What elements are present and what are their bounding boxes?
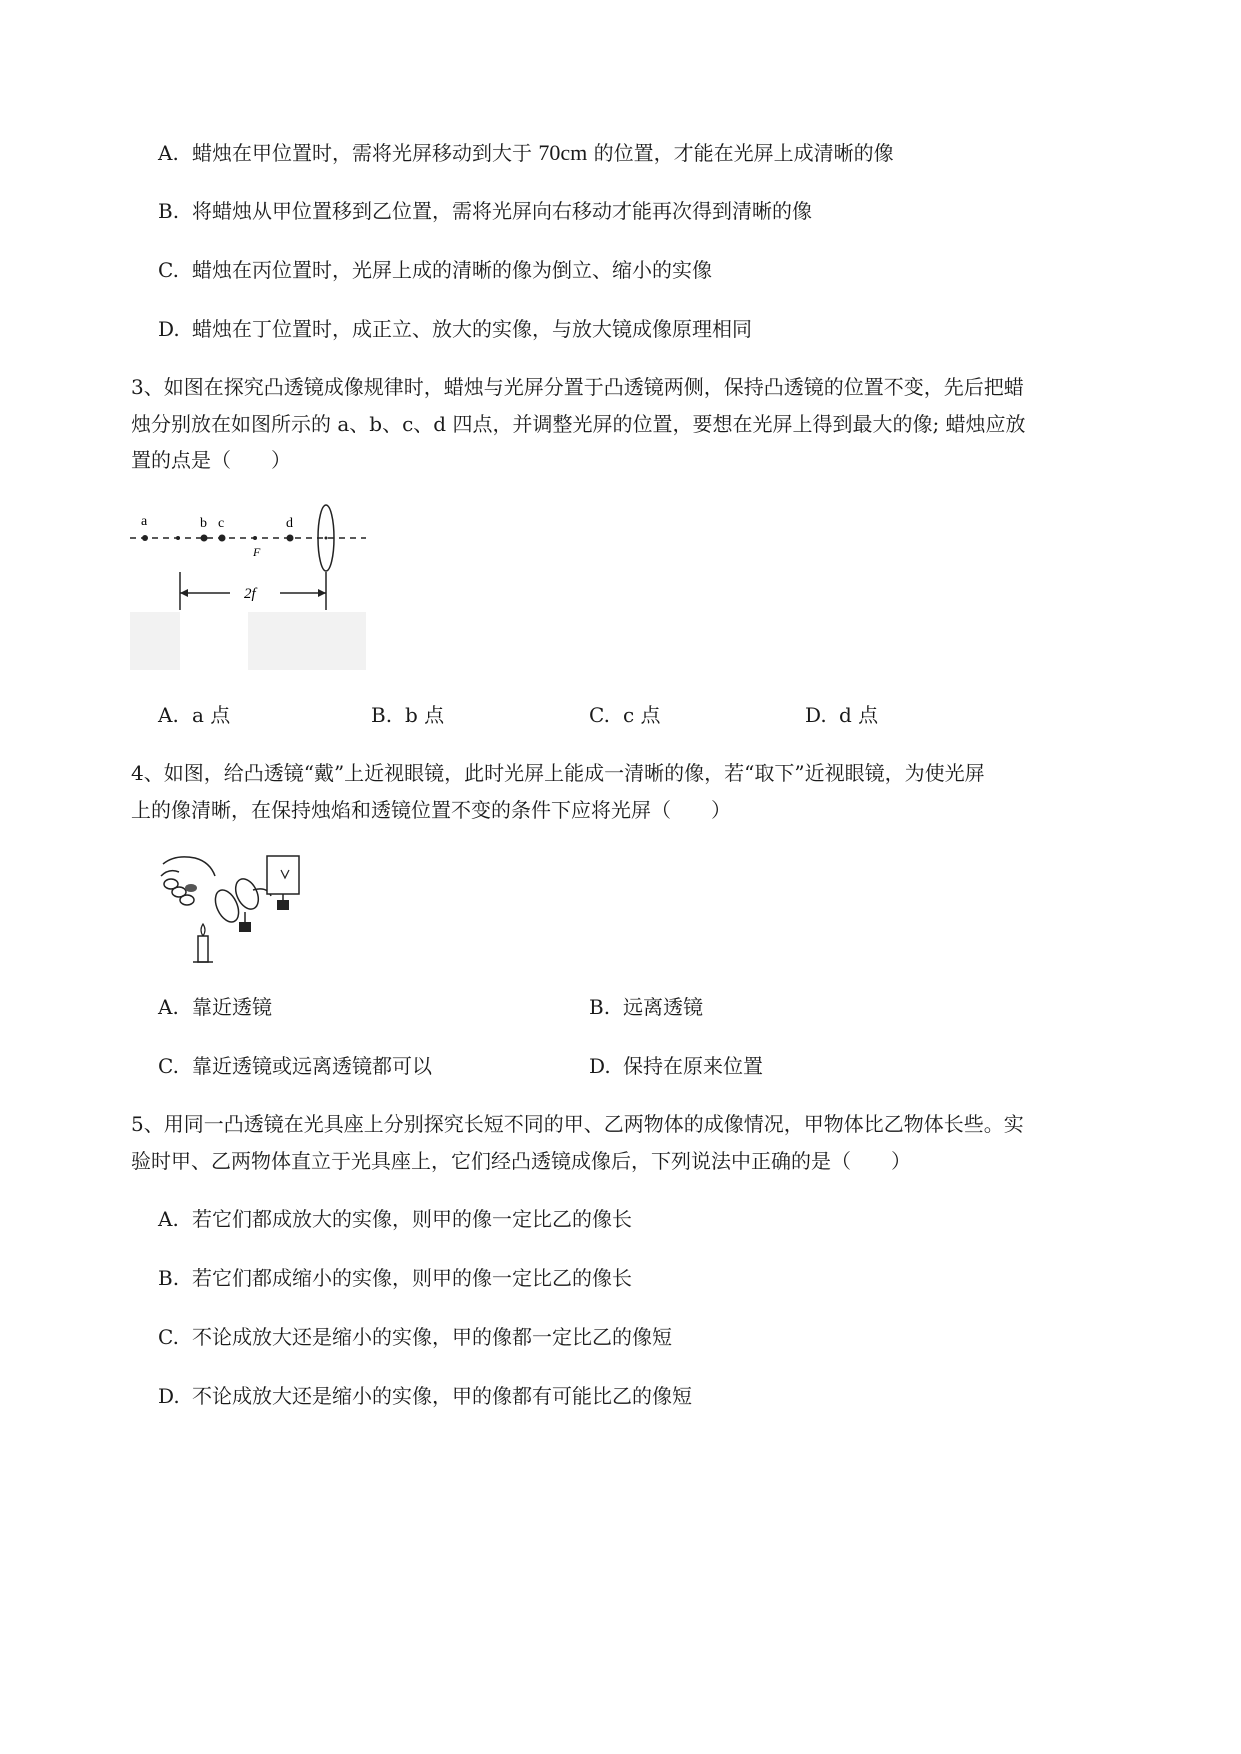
option-text: 靠近透镜 [192,995,272,1019]
option-label: D. [805,703,827,727]
label-f: F [253,545,261,559]
option-text: 的位置，才能在光屏上成清晰的像 [587,141,894,165]
figure-shade-gap [180,612,248,670]
option-label: C. [158,1325,179,1349]
option-text: a 点 [192,703,231,727]
q5-option-c [158,1321,672,1353]
thumb-icon [185,884,197,892]
q5-option-d [158,1380,692,1412]
focal-point [253,536,257,540]
point-b [201,535,208,542]
option-text: 蜡烛在丙位置时，光屏上成的清晰的像为倒立、缩小的实像 [192,258,712,282]
option-label: D. [158,1384,180,1408]
glasses-lens-icon [211,886,243,925]
option-text: 不论成放大还是缩小的实像，甲的像都有可能比乙的像短 [192,1384,692,1408]
option-text: 若它们都成缩小的实像，则甲的像一定比乙的像长 [192,1266,632,1290]
q2-option-d [158,313,752,345]
label-b: b [200,516,207,531]
option-text: 不论成放大还是缩小的实像，甲的像都一定比乙的像短 [192,1325,672,1349]
q2-option-b [158,195,812,227]
label-2f: 2f [244,586,256,602]
option-label: D. [158,317,180,341]
q4-option-c [158,1050,432,1082]
q3-option-c [589,699,661,731]
option-text: c 点 [623,703,661,727]
option-label: B. [371,703,393,727]
option-text: b 点 [405,703,445,727]
q5-stem-line-2: 验时甲、乙两物体直立于光具座上，它们经凸透镜成像后，下列说法中正确的是（ ） [131,1149,911,1173]
axis-dot [176,536,180,540]
option-text: 靠近透镜或远离透镜都可以 [192,1054,432,1078]
q4-option-b [589,991,703,1023]
q5-stem-line-1: 5、用同一凸透镜在光具座上分别探究长短不同的甲、乙两物体的成像情况，甲物体比乙物体长些。实 [131,1112,1024,1136]
q4-stem-line-1: 4、如图，给凸透镜“戴”上近视眼镜，此时光屏上能成一清晰的像，若“取下”近视眼镜，为使光屏 [131,761,985,785]
q5-option-b [158,1262,632,1294]
q3-stem-line-1: 3、如图在探究凸透镜成像规律时，蜡烛与光屏分置于凸透镜两侧，保持凸透镜的位置不变，先后把蜡 [131,375,1024,399]
option-label: C. [589,703,610,727]
option-label: B. [589,995,611,1019]
label-d: d [286,516,293,531]
option-text: 蜡烛在甲位置时，需将光屏移动到大于 [192,141,539,165]
hand-outline [163,857,215,876]
convex-lens-icon [231,875,263,912]
option-text: 将蜡烛从甲位置移到乙位置，需将光屏向右移动才能再次得到清晰的像 [192,199,812,223]
lens-base [239,922,251,932]
q4-stem-line-2: 上的像清晰，在保持烛焰和透镜位置不变的条件下应将光屏（ ） [131,798,731,822]
option-text: 保持在原来位置 [623,1054,763,1078]
q3-lens-diagram [130,500,366,670]
q2-option-c [158,254,712,286]
q5-option-a [158,1203,632,1235]
q3-option-b [371,699,444,731]
label-a: a [141,514,148,529]
option-label: D. [589,1054,611,1078]
q3-stem-line-3: 置的点是（ ） [131,448,291,472]
option-label: A. [158,141,179,165]
q3-stem-line-2: 烛分别放在如图所示的 a、b、c、d 四点，并调整光屏的位置，要想在光屏上得到最大的像; 蜡烛应放 [131,412,1026,436]
hand-finger [161,871,179,876]
q4-experiment-illustration [155,850,315,968]
option-text: 蜡烛在丁位置时，成正立、放大的实像，与放大镜成像原理相同 [192,317,752,341]
option-label: C. [158,1054,179,1078]
candle-flame-icon [201,924,205,936]
option-text: d 点 [839,703,879,727]
label-c: c [218,516,225,531]
q4-option-a [158,991,272,1023]
arrow-left [180,589,188,597]
option-text: 若它们都成放大的实像，则甲的像一定比乙的像长 [192,1207,632,1231]
option-label: B. [158,199,180,223]
option-label: C. [158,258,179,282]
option-text: 远离透镜 [623,995,703,1019]
q2-option-a [158,137,894,169]
point-d [287,535,294,542]
finger-icon [180,895,194,905]
lens-center [325,537,328,540]
q3-option-d [805,699,878,731]
option-label: A. [158,703,179,727]
point-c [219,535,226,542]
option-label: A. [158,995,179,1019]
candle-icon [198,936,208,962]
q4-option-d [589,1050,763,1082]
screen-base [277,900,289,910]
arrow-right [318,589,326,597]
option-label: A. [158,1207,179,1231]
option-label: B. [158,1266,180,1290]
point-a [142,535,148,541]
q3-option-a [158,699,230,731]
distance-value: 70cm [538,140,588,165]
